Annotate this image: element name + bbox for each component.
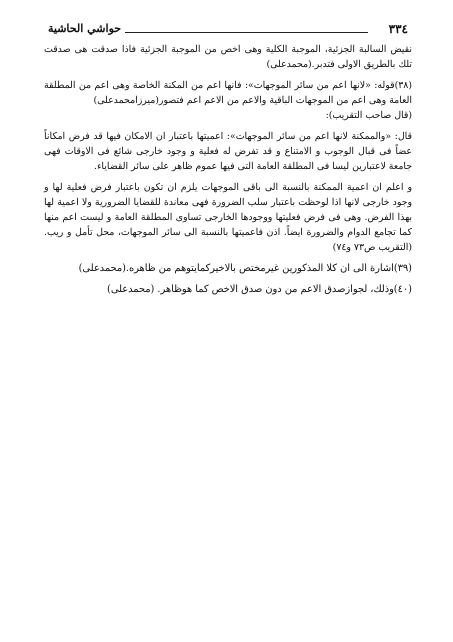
quoted-commentary: قال: «والممكنة لانها اعم من سائر الموجهات»: اعميتها باعتبار ان الامكان فيها قد فرض امكاناً عضاً فى قبال الوجوب و الامتناع و قد تفرض له فعلية و وجود خارجى شائع فى الاوقات فهى جامعة لاعتبارين ليسا فى المطلقة العامة التى فيها عموم ظاهر على سائر القضاياء.	[44, 131, 412, 172]
header-rule	[106, 32, 368, 33]
page-header	[48, 22, 408, 40]
note-40: (٤٠)وذلك، لجوازصدق الاعم من دون صدق الاخص كما هوظاهر. (محمدعلى)	[107, 284, 412, 295]
note-39: (٣٩)اشارة الى ان كلا المذكورين غيرمختص بالاخيركمايتوهم من ظاهره.(محمدعلى)	[78, 263, 412, 274]
paragraph-5: و اعلم ان اعمية الممكنة بالنسبة الى باقى الموجهات يلزم ان تكون باعتبار فرض فعلية لها و وجود خارجى لانها اذا لوحظت باعتبار سلب الضرورة فهى معاندة للقضايا الضرورية ولا اعمية لها بهذا الفرض. وهى فى فرض فعليتها ووجودها الخارجى تساوى المطلقة العامة و ليست اعم منها كما تجامع الدوام والضرورة ايضاً. اذن فاعميتها بالنسبة الى سائر الموجهات، محل تأمل و ريب.(التقريب ص٧٣ و٧٤)	[44, 182, 412, 253]
page-number: ٣٣٤	[388, 22, 408, 36]
note-38: (٣٨)قوله: «لانها اعم من سائر الموجهات»: فانها اعم من المكنة الخاصة وهى اعم من المطلقة العامة وهى اعم من الموجهات الباقية والاعم من الاعم اعم فتصور(ميرزامحمدعلى)	[44, 80, 412, 106]
running-title: حواشي الحاشية	[48, 22, 125, 35]
paragraph-1: نقيض السالبة الجزئية، الموجبة الكلية وهى اخص من الموجبة الجزئية فاذا صدقت هى صدقت تلك بالطريق الاولى فتدبر.(محمدعلى)	[44, 44, 412, 70]
source-heading: (قال صاحب التقريب):	[325, 110, 412, 121]
page-body	[44, 42, 412, 297]
